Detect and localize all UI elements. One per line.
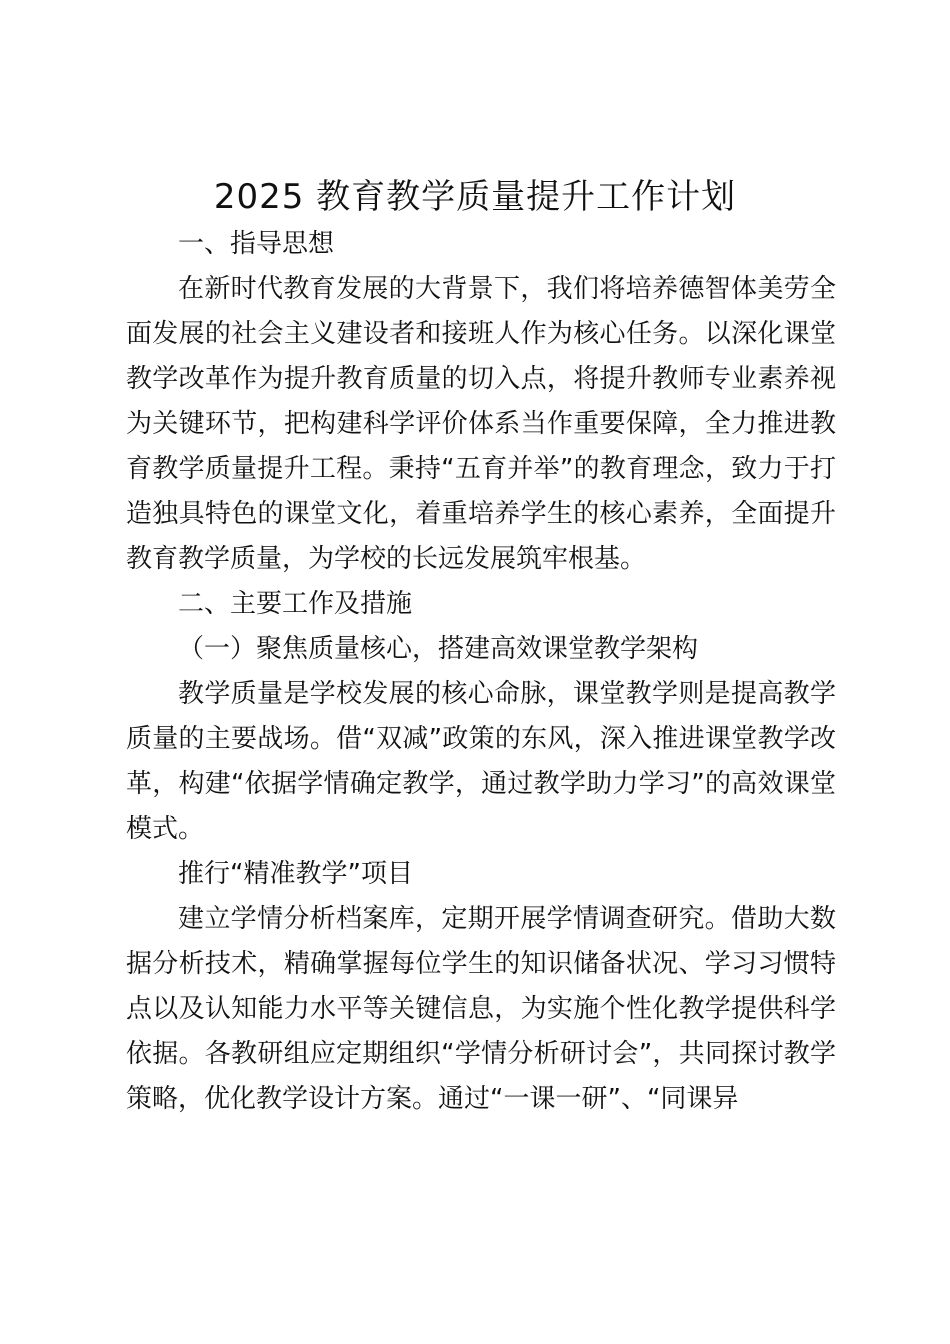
paragraph-guiding-ideology: 在新时代教育发展的大背景下，我们将培养德智体美劳全面发展的社会主义建设者和接班人作为核心任务。以深化课堂教学改革作为提升教育质量的切入点，将提升教师专业素养视为关键环节，把构建科学评价体系当作重要保障，全力推进教育教学质量提升工程。秉持“五育并举”的教育理念，致力于打造独具特色的课堂文化，着重培养学生的核心素养，全面提升教育教学质量，为学校的长远发展筑牢根基。 [126,274,836,574]
document-body [126,222,836,1122]
paragraph-quality-core: 教学质量是学校发展的核心命脉，课堂教学则是提高教学质量的主要战场。借“双减”政策的东风，深入推进课堂教学改革，构建“依据学情确定教学，通过教学助力学习”的高效课堂模式。 [126,679,836,844]
document-title: 2025 教育教学质量提升工作计划 [213,177,737,217]
item-heading-precision-teaching: 推行“精准教学”项目 [178,859,413,889]
section-heading-guiding-ideology: 一、指导思想 [178,229,335,259]
section-heading-main-work: 二、主要工作及措施 [178,589,413,619]
subsection-heading-quality-core: （一）聚焦质量核心，搭建高效课堂教学架构 [178,634,699,664]
paragraph-precision-teaching: 建立学情分析档案库，定期开展学情调查研究。借助大数据分析技术，精确掌握每位学生的知识储备状况、学习习惯特点以及认知能力水平等关键信息，为实施个性化教学提供科学依据。各教研组应定期组织“学情分析研讨会”，共同探讨教学策略，优化教学设计方案。通过“一课一研”、“同课异 [126,904,836,1114]
